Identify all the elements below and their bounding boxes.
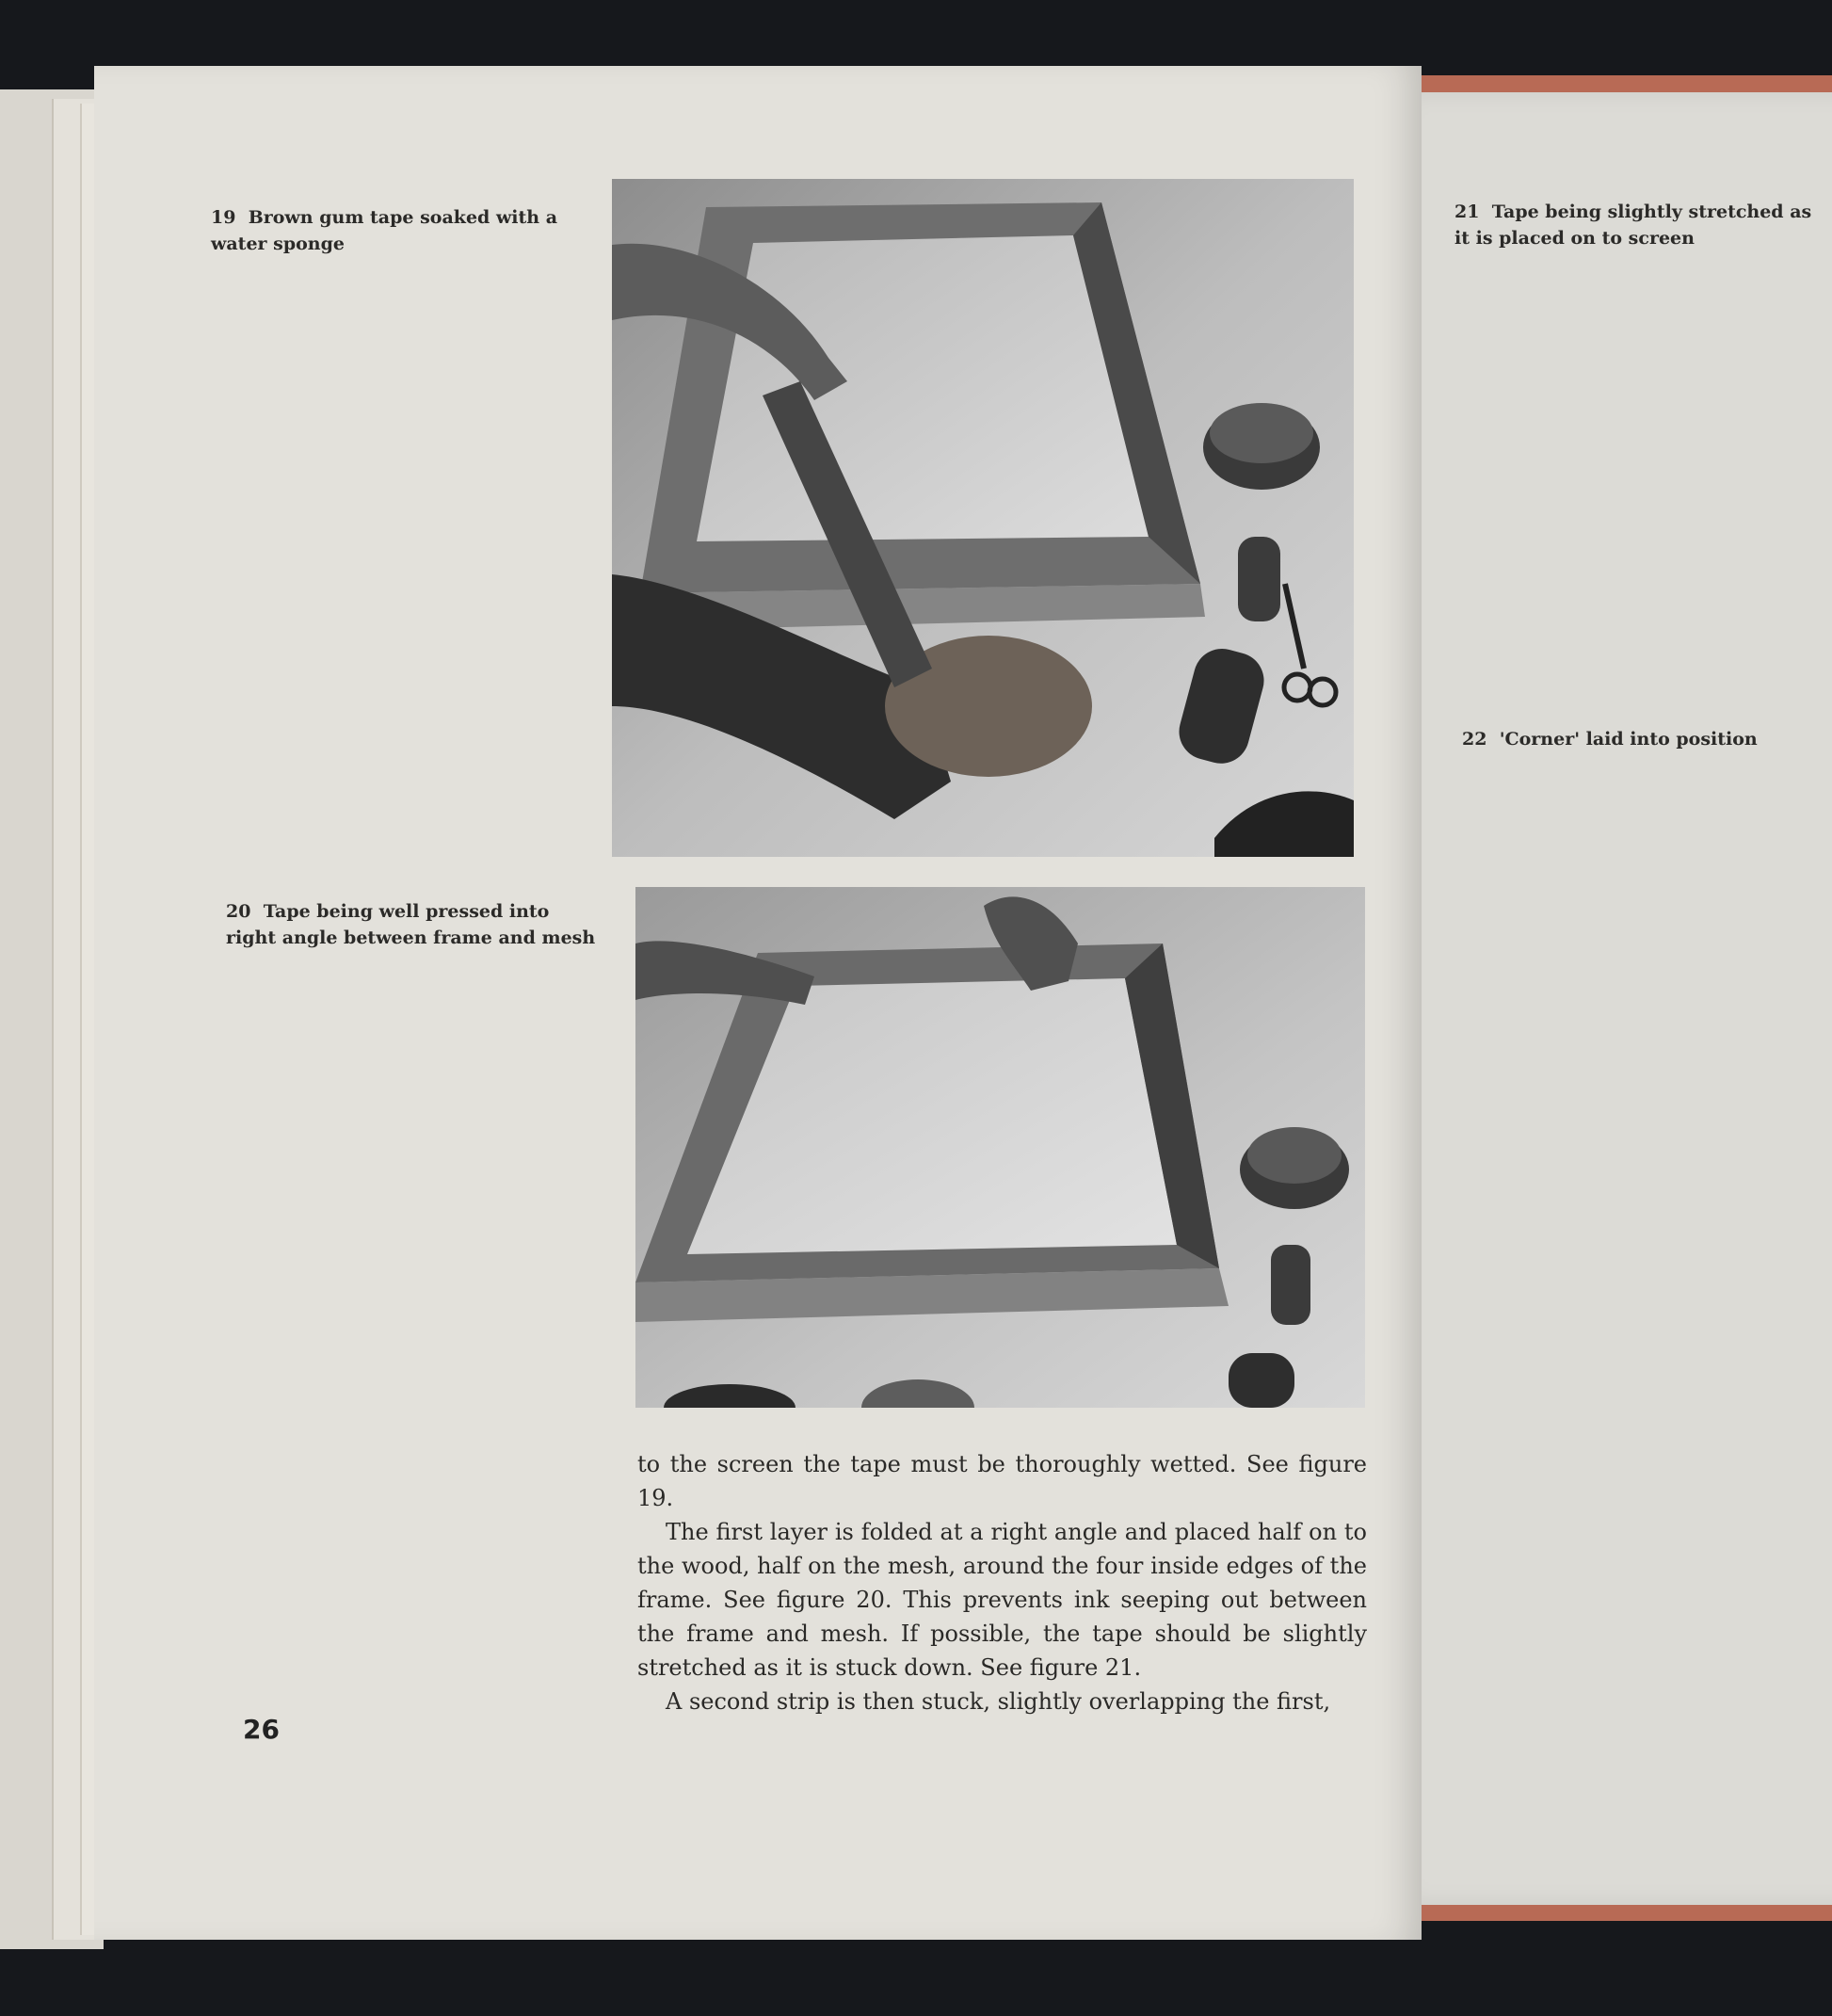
caption-number: 22 (1462, 729, 1487, 750)
right-page (1374, 92, 1832, 1905)
body-paragraph: The first layer is folded at a right angle and placed half on to the wood, half on the mesh, around the four inside edges of the frame. See figure 20. This prevents ink seeping out between the frame and mesh. If possible, the tape should be slightly stretched as it is stuck down. See figure 21. (637, 1519, 1367, 1681)
figure-19-photo (612, 179, 1354, 857)
caption-text-line2: water sponge (211, 233, 345, 254)
caption-text-line2: it is placed on to screen (1454, 227, 1695, 249)
body-paragraph: to the screen the tape must be thoroughly wetted. See figure 19. (637, 1451, 1367, 1511)
caption-figure-20 (226, 899, 603, 951)
caption-figure-19 (211, 205, 569, 257)
figure-20-photo (635, 887, 1365, 1408)
caption-number: 20 (226, 901, 251, 922)
caption-number: 19 (211, 207, 236, 228)
caption-text: Brown gum tape soaked with a (248, 207, 558, 228)
page-number: 26 (243, 1714, 280, 1745)
caption-text: Tape being well pressed into (263, 901, 550, 922)
caption-text: Tape being slightly stretched as (1491, 202, 1812, 222)
caption-number: 21 (1454, 202, 1480, 222)
body-text (637, 1447, 1367, 1718)
caption-figure-22 (1462, 727, 1820, 753)
body-paragraph: A second strip is then stuck, slightly overlapping the first, (666, 1688, 1331, 1715)
caption-text-line2: right angle between frame and mesh (226, 927, 596, 948)
caption-figure-21 (1454, 200, 1812, 251)
caption-text: 'Corner' laid into position (1499, 729, 1758, 750)
